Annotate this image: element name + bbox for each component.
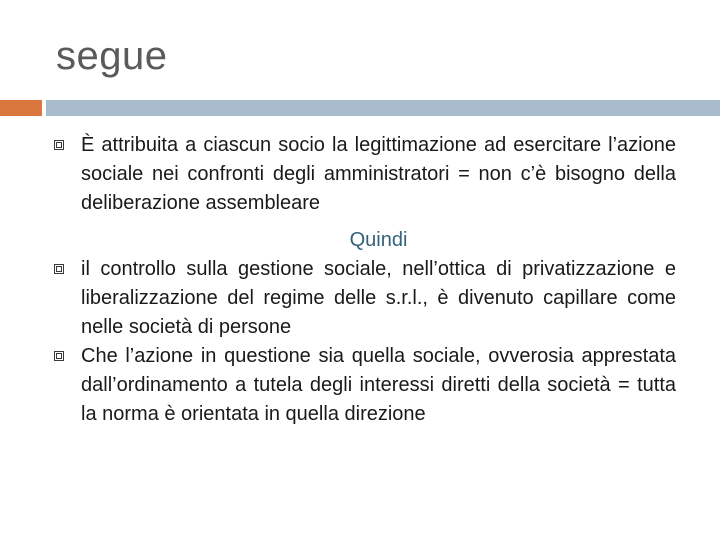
bullet-item	[54, 255, 676, 342]
square-bullet-icon	[54, 140, 64, 150]
slide-content	[54, 126, 676, 429]
slide-title: segue	[56, 34, 168, 78]
bullet-text: Che l’azione in questione sia quella sociale, ovverosia apprestata dall’ordinamento a tutela degli interessi diretti della società = tutta la norma è orientata in quella direzione	[81, 345, 676, 425]
bullet-text: È attribuita a ciascun socio la legittimazione ad esercitare l’azione sociale nei confronti degli amministratori = non c’è bisogno della deliberazione assembleare	[81, 134, 676, 214]
square-bullet-icon	[54, 351, 64, 361]
subheading: Quindi	[349, 229, 408, 251]
accent-bar	[0, 100, 42, 116]
bullet-item	[54, 342, 676, 429]
square-bullet-icon	[54, 264, 64, 274]
title-rule	[46, 100, 720, 116]
bullet-text: il controllo sulla gestione sociale, nell’ottica di privatizzazione e liberalizzazione del regime delle s.r.l., è divenuto capillare come nelle società di persone	[81, 258, 676, 338]
bullet-item	[54, 131, 676, 218]
